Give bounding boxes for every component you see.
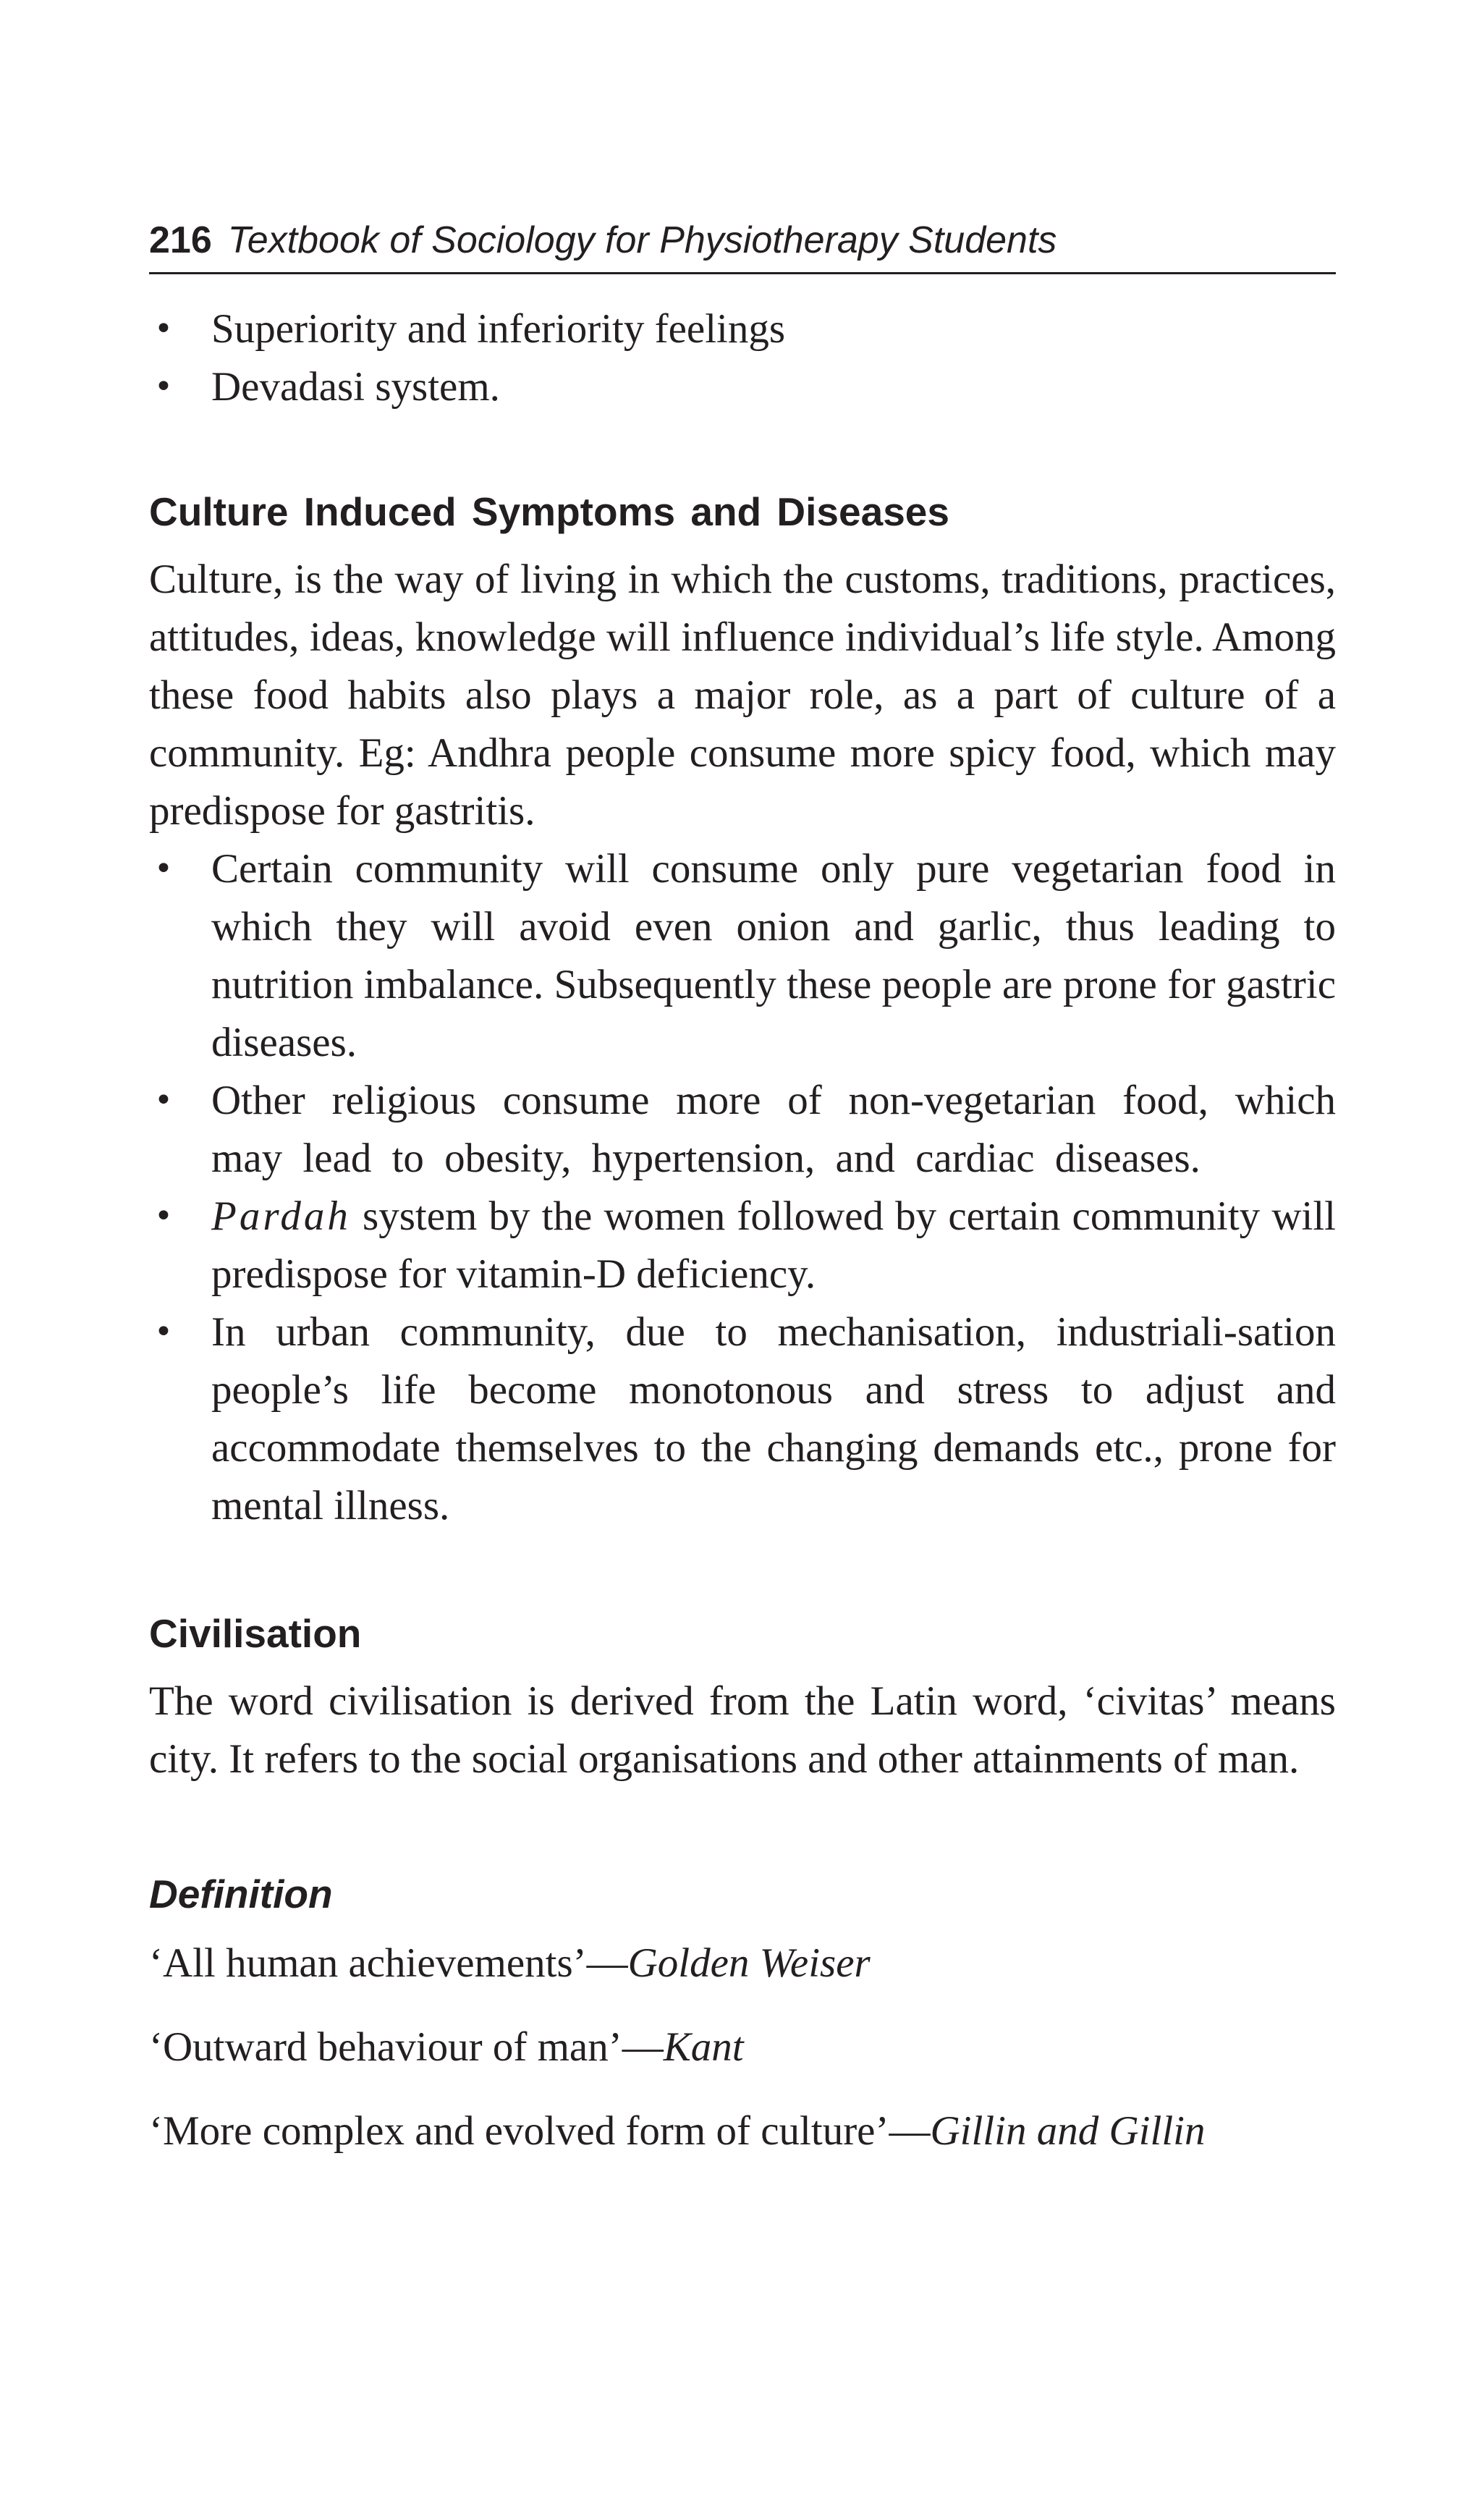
definition-item bbox=[149, 2102, 1336, 2160]
bullet-icon: • bbox=[154, 1198, 173, 1235]
bullet-icon: • bbox=[154, 368, 173, 405]
definition-item bbox=[149, 1935, 1336, 1992]
definition-author: Gillin and Gillin bbox=[930, 2108, 1206, 2154]
top-bullet-list bbox=[149, 300, 1336, 416]
list-item-text: system by the women followed by certain community will predispose for vitamin-D deficiency. bbox=[211, 1193, 1336, 1297]
list-item bbox=[149, 300, 1336, 358]
list-item bbox=[149, 1188, 1336, 1303]
list-item bbox=[149, 840, 1336, 1072]
culture-bullet-list bbox=[149, 840, 1336, 1535]
definition-quote: ‘More complex and evolved form of culture’— bbox=[149, 2108, 931, 2154]
list-item-text: Certain community will consume only pure vegetarian food in which they will avoid even onion and garlic, thus leading to nutrition imbalance. Subsequently these people are prone for gastric diseases. bbox=[211, 846, 1336, 1065]
definition-quote: ‘Outward behaviour of man’— bbox=[149, 2024, 664, 2070]
list-item bbox=[149, 358, 1336, 416]
book-title: Textbook of Sociology for Physiotherapy Students bbox=[227, 219, 1057, 261]
section-heading-culture: Culture Induced Symptoms and Diseases bbox=[149, 489, 949, 534]
list-item bbox=[149, 1072, 1336, 1188]
definition-author: Golden Weiser bbox=[627, 1940, 871, 1986]
book-page bbox=[149, 217, 1336, 2186]
definition-author: Kant bbox=[663, 2024, 744, 2070]
italic-term: Pardah bbox=[211, 1193, 351, 1239]
definition-heading: Definition bbox=[149, 1872, 333, 1916]
list-item bbox=[149, 1303, 1336, 1535]
bullet-icon: • bbox=[154, 310, 173, 347]
definition-item bbox=[149, 2018, 1336, 2076]
definition-quote: ‘All human achievements’— bbox=[149, 1940, 628, 1986]
list-item-text: In urban community, due to mechanisation, industriali-sation people’s life become monotonous and stress to adjust and accommodate themselves to the changing demands etc., prone for mental illness. bbox=[211, 1309, 1336, 1529]
running-header bbox=[149, 217, 1336, 274]
list-item-text: Devadasi system. bbox=[211, 364, 500, 410]
bullet-icon: • bbox=[154, 1082, 173, 1119]
section-heading-civilisation: Civilisation bbox=[149, 1611, 362, 1656]
page-number: 216 bbox=[149, 219, 212, 261]
bullet-icon: • bbox=[154, 850, 173, 887]
culture-paragraph: Culture, is the way of living in which the customs, traditions, practices, attitudes, ideas, knowledge will influence individual’s life style. Among these food habits also plays a major role, as a part of culture of a community. Eg: Andhra people consume more spicy food, which may predispose for gastritis. bbox=[149, 557, 1336, 834]
civilisation-paragraph: The word civilisation is derived from the Latin word, ‘civitas’ means city. It refers to the social organisations and other attainments of man. bbox=[149, 1678, 1336, 1782]
bullet-icon: • bbox=[154, 1314, 173, 1350]
list-item-text: Other religious consume more of non-vegetarian food, which may lead to obesity, hypertension, and cardiac diseases. bbox=[211, 1078, 1336, 1181]
list-item-text: Superiority and inferiority feelings bbox=[211, 306, 786, 352]
